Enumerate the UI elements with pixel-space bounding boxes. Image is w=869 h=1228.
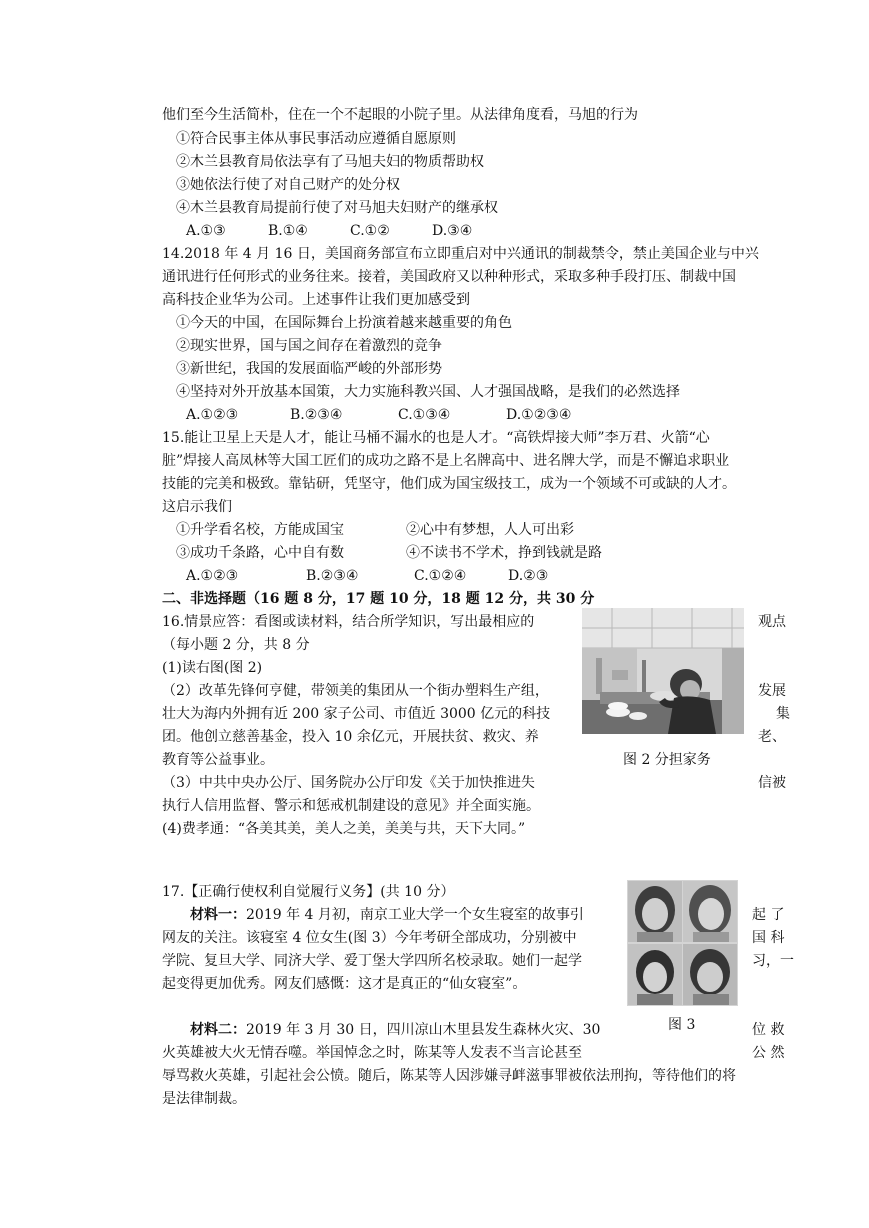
figure-3-photo <box>627 880 738 1006</box>
q13-stem: 他们至今生活简朴，住在一个不起眼的小院子里。从法律角度看，马旭的行为 <box>162 107 638 123</box>
q16-item-2-line-3: 团。他创立慈善基金，投入 10 余亿元，开展扶贫、救灾、养 <box>162 729 539 745</box>
q14-option-2: ②现实世界，国与国之间存在着激烈的竞争 <box>176 338 442 354</box>
q15-option-3: ③成功千条路，心中自有数 <box>176 545 344 561</box>
q14-choice-d: D.①②③④ <box>506 407 572 423</box>
q13-option-2: ②木兰县教育局依法享有了马旭夫妇的物质帮助权 <box>176 154 484 170</box>
q16-item-2-line-3-right: 老、 <box>758 729 786 745</box>
q17-material-2-line-1-right: 位 救 <box>752 1022 785 1038</box>
q14-stem-line-2: 通讯进行任何形式的业务往来。接着，美国政府又以种种形式，采取多种手段打压、制裁中国 <box>162 269 736 285</box>
q15-stem-line-2: 脏”焊接人高凤林等大国工匠们的成功之路不是上名牌高中、进名牌大学，而是不懈追求职业 <box>162 453 730 469</box>
q17-material-1-line-1-right: 起 了 <box>752 907 785 923</box>
figure-3-caption: 图 3 <box>668 1017 696 1033</box>
q16-line-1: 16.情景应答：看图或读材料，结合所学知识，写出最相应的 <box>162 614 535 630</box>
q17-material-1-line-2: 网友的关注。该寝室 4 位女生(图 3）今年考研全部成功，分别被中 <box>162 930 577 946</box>
q17-material-1-line-4: 起变得更加优秀。网友们感慨：这才是真正的“仙女寝室”。 <box>162 976 527 992</box>
q14-choice-c: C.①③④ <box>398 407 451 423</box>
material-2-text: 2019 年 3 月 30 日，四川凉山木里县发生森林火灾、30 <box>246 1022 601 1038</box>
q16-item-2-line-2-right: 集 <box>776 706 790 722</box>
q14-option-1: ①今天的中国，在国际舞台上扮演着越来越重要的角色 <box>176 315 512 331</box>
q13-choice-a: A.①③ <box>186 223 226 239</box>
q17-material-2-line-2-right: 公 然 <box>752 1045 785 1061</box>
q15-option-4: ④不读书不学术，挣到钱就是路 <box>406 545 602 561</box>
q15-stem-line-1: 15.能让卫星上天是人才，能让马桶不漏水的也是人才。“高铁焊接大师”李万君、火箭“心 <box>162 430 710 446</box>
q16-item-3-line-2: 执行人信用监督、警示和惩戒机制建设的意见》并全面实施。 <box>162 798 540 814</box>
q14-choice-a: A.①②③ <box>186 407 239 423</box>
q13-choice-c: C.①② <box>350 223 390 239</box>
q17-material-2-line-2: 火英雄被大火无情吞噬。举国悼念之时，陈某等人发表不当言论甚至 <box>162 1045 582 1061</box>
q15-option-2: ②心中有梦想，人人可出彩 <box>406 522 574 538</box>
q15-stem-line-4: 这启示我们 <box>162 499 232 515</box>
q16-item-2-line-4: 教育等公益事业。 <box>162 752 274 768</box>
material-1-text: 2019 年 4 月初，南京工业大学一个女生寝室的故事引 <box>246 907 584 923</box>
material-2-label: 材料二： <box>190 1022 246 1038</box>
q17-material-2-line-3: 辱骂救火英雄，引起社会公愤。随后，陈某等人因涉嫌寻衅滋事罪被依法刑拘，等待他们的将 <box>162 1068 736 1084</box>
q15-stem-line-3: 技能的完美和极致。靠钻研，凭坚守，他们成为国宝级技工，成为一个领域不可或缺的人才。 <box>162 476 736 492</box>
four-portraits-illustration <box>627 880 738 1006</box>
q15-choice-c: C.①②④ <box>414 568 467 584</box>
q17-material-2-line-1 <box>190 1019 600 1041</box>
q14-stem-line-1: 14.2018 年 4 月 16 日，美国商务部宣布立即重启对中兴通讯的制裁禁令，禁止美国企业与中兴 <box>162 246 759 262</box>
q17-material-1-line-1 <box>190 904 584 926</box>
q16-line-1-right: 观点 <box>758 614 786 630</box>
section-2-heading: 二、非选择题（16 题 8 分，17 题 10 分，18 题 12 分，共 30 分 <box>162 591 595 607</box>
q14-option-3: ③新世纪，我国的发展面临严峻的外部形势 <box>176 361 442 377</box>
q13-option-4: ④木兰县教育局提前行使了对马旭夫妇财产的继承权 <box>176 200 498 216</box>
q15-choice-d: D.②③ <box>508 568 549 584</box>
q14-choice-b: B.②③④ <box>290 407 343 423</box>
q15-option-1: ①升学看名校，方能成国宝 <box>176 522 344 538</box>
q15-choice-b: B.②③④ <box>306 568 359 584</box>
q16-item-1: (1)读右图(图 2) <box>162 660 263 676</box>
q16-item-2-line-2: 壮大为海内外拥有近 200 家子公司、市值近 3000 亿元的科技 <box>162 706 551 722</box>
q14-stem-line-3: 高科技企业华为公司。上述事件让我们更加感受到 <box>162 292 470 308</box>
q16-item-3-line-1: （3）中共中央办公厅、国务院办公厅印发《关于加快推进失 <box>162 775 535 791</box>
q16-item-2-line-1: （2）改革先锋何亨健，带领美的集团从一个街办塑料生产组， <box>162 683 549 699</box>
q13-choice-b: B.①④ <box>268 223 308 239</box>
q17-material-1-line-3-right: 习，一 <box>752 953 794 969</box>
q17-title: 17.【正确行使权利自觉履行义务】(共 10 分） <box>162 884 455 900</box>
figure-2-caption: 图 2 分担家务 <box>623 752 711 768</box>
dishwashing-photo-illustration <box>582 608 744 734</box>
material-1-label: 材料一： <box>190 907 246 923</box>
figure-2-photo <box>582 608 744 734</box>
q13-choice-d: D.③④ <box>432 223 473 239</box>
q13-option-1: ①符合民事主体从事民事活动应遵循自愿原则 <box>176 131 456 147</box>
q17-material-1-line-3: 学院、复旦大学、同济大学、爱丁堡大学四所名校录取。她们一起学 <box>162 953 582 969</box>
q17-material-1-line-2-right: 国 科 <box>752 930 785 946</box>
q14-option-4: ④坚持对外开放基本国策，大力实施科教兴国、人才强国战略，是我们的必然选择 <box>176 384 680 400</box>
q13-option-3: ③她依法行使了对自己财产的处分权 <box>176 177 400 193</box>
q15-choice-a: A.①②③ <box>186 568 239 584</box>
q16-item-3-line-1-right: 信被 <box>758 775 786 791</box>
q16-item-4: (4)费孝通：“各美其美，美人之美，美美与共，天下大同。” <box>162 821 526 837</box>
q17-material-2-line-4: 是法律制裁。 <box>162 1091 246 1107</box>
q16-item-2-line-1-right: 发展 <box>758 683 786 699</box>
q16-line-2: （每小题 2 分，共 8 分 <box>162 637 310 653</box>
